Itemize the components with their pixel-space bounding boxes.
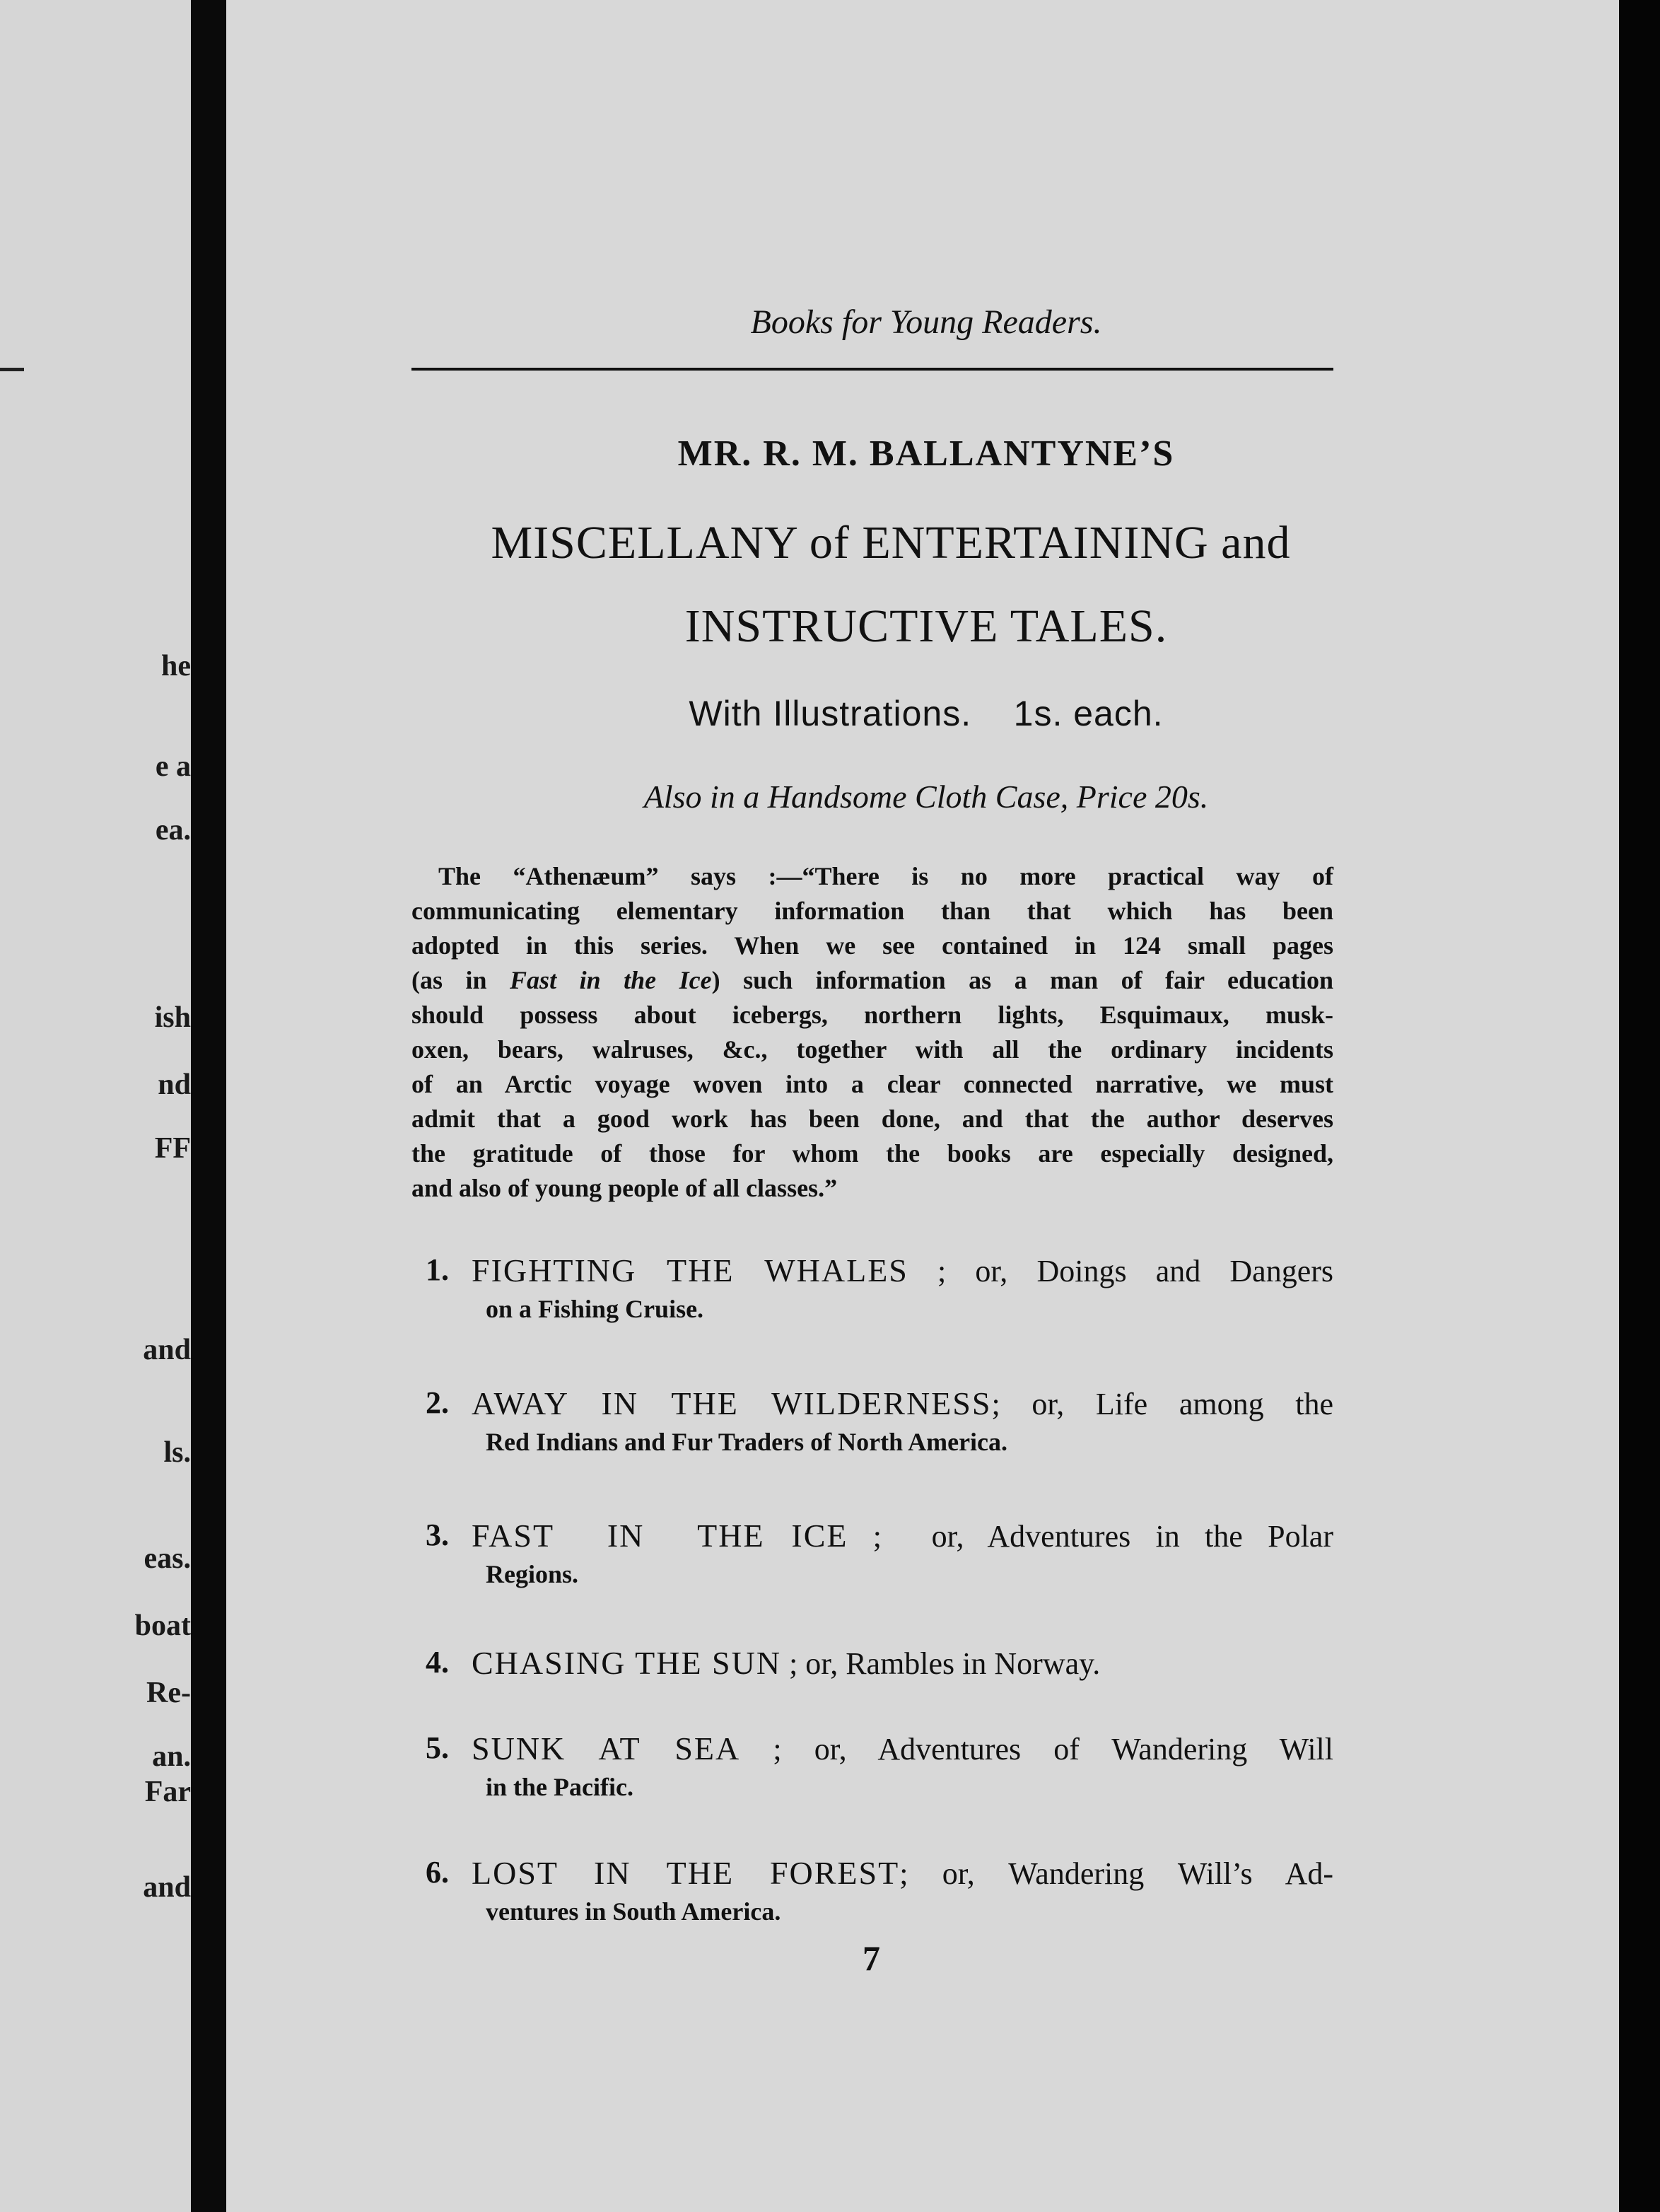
review-line-start: (as in <box>411 966 510 994</box>
book-subtitle-start: Wandering Will’s Ad- <box>1008 1856 1333 1891</box>
book-subtitle-end: on a Fishing Cruise. <box>486 1295 704 1323</box>
facing-page-fragment: FF <box>154 1132 191 1165</box>
book-subtitle-start: Life among the <box>1095 1387 1333 1421</box>
cloth-case-price: Also in a Handsome Cloth Case, Price 20s. <box>643 779 1209 815</box>
review-line: The “Athenæum” says :—“There is no more practical way of <box>438 862 1333 890</box>
author-heading: MR. R. M. BALLANTYNE’S <box>677 433 1175 474</box>
book-title-line <box>472 1730 1333 1767</box>
review-italic-title: Fast in the Ice <box>510 966 712 994</box>
book-separator: ; or, <box>848 1519 988 1554</box>
page <box>226 0 1619 2212</box>
facing-page-fragment: boat <box>134 1609 191 1642</box>
book-subtitle-end: Red Indians and Fur Traders of North America. <box>486 1428 1008 1456</box>
title-line-1: MISCELLANY of ENTERTAINING and <box>491 517 1291 569</box>
book-separator: ; or, <box>991 1387 1096 1421</box>
facing-page-fragment: he <box>161 650 191 682</box>
review-line: communicating elementary information than that which has been <box>411 897 1333 925</box>
book-subtitle-start: Doings and Dangers <box>1036 1254 1334 1288</box>
review-line: should possess about icebergs, northern lights, Esquimaux, musk- <box>411 1001 1333 1029</box>
facing-page-fragment: and <box>143 1334 191 1366</box>
book-title-line <box>472 1385 1333 1422</box>
book-title: AWAY IN THE WILDERNESS <box>472 1385 992 1421</box>
book-title: FIGHTING THE WHALES <box>472 1252 908 1288</box>
review-quote <box>411 859 1333 1206</box>
facing-page-fragment: an. <box>152 1740 191 1773</box>
scan-border <box>1619 0 1660 2212</box>
review-line-end: ) such information as a man of fair education <box>711 966 1333 994</box>
running-head: Books for Young Readers. <box>750 303 1102 341</box>
book-number: 4. <box>426 1645 449 1680</box>
book-separator: ; or, <box>740 1732 878 1766</box>
title-line-2: INSTRUCTIVE TALES. <box>684 600 1168 652</box>
book-number: 1. <box>426 1252 449 1287</box>
review-line: the gratitude of those for whom the books are especially designed, <box>411 1139 1333 1168</box>
book-subtitle-start: Rambles in Norway. <box>846 1646 1101 1681</box>
facing-page-fragment: ish <box>154 1001 191 1034</box>
book-separator: ; or, <box>899 1856 1009 1891</box>
book-title: CHASING THE SUN <box>472 1645 782 1681</box>
book-number: 5. <box>426 1730 449 1765</box>
review-line: admit that a good work has been done, and that the author deserves <box>411 1105 1333 1133</box>
book-subtitle-start: Adventures of Wandering Will <box>877 1732 1334 1766</box>
book-number: 2. <box>426 1385 449 1420</box>
book-title-line <box>472 1517 1333 1554</box>
review-line: and also of young people of all classes.” <box>411 1174 838 1202</box>
book-subtitle-end: Regions. <box>486 1560 579 1588</box>
book-title: LOST IN THE FOREST <box>472 1855 900 1891</box>
facing-page-fragment: eas. <box>144 1542 191 1575</box>
facing-page-fragment: Re- <box>146 1677 191 1709</box>
book-title-line <box>472 1252 1333 1289</box>
review-line: oxen, bears, walruses, &c., together with all the ordinary incidents <box>411 1035 1333 1064</box>
facing-page-fragment: ls. <box>163 1436 191 1469</box>
book-gutter <box>191 0 226 2212</box>
facing-page-fragment: Far <box>144 1776 191 1808</box>
facing-page-fragment: e a <box>155 750 191 783</box>
book-subtitle-end: in the Pacific. <box>486 1773 633 1801</box>
facing-page-edge <box>0 0 191 2212</box>
book-subtitle-end: ventures in South America. <box>486 1897 781 1926</box>
illustrations-price-line: With Illustrations. 1s. each. <box>689 694 1164 733</box>
book-title-line <box>472 1644 1333 1682</box>
book-title: FAST IN THE ICE <box>472 1518 848 1554</box>
book-title-line <box>472 1854 1333 1892</box>
book-subtitle-start: Adventures in the Polar <box>987 1519 1333 1554</box>
header-rule <box>411 368 1333 371</box>
facing-page-fragment: ea. <box>155 814 191 846</box>
page-number: 7 <box>863 1938 880 1978</box>
facing-page-fragment: and <box>143 1871 191 1904</box>
book-title: SUNK AT SEA <box>472 1730 741 1766</box>
facing-page-fragment: nd <box>158 1069 191 1101</box>
facing-page-rule <box>0 368 24 371</box>
review-line: adopted in this series. When we see contained in 124 small pages <box>411 931 1333 960</box>
review-line: of an Arctic voyage woven into a clear connected narrative, we must <box>411 1070 1333 1098</box>
book-number: 6. <box>426 1855 449 1890</box>
book-separator: ; or, <box>781 1646 846 1681</box>
review-line <box>411 963 1333 998</box>
book-number: 3. <box>426 1518 449 1552</box>
book-separator: ; or, <box>908 1254 1037 1288</box>
